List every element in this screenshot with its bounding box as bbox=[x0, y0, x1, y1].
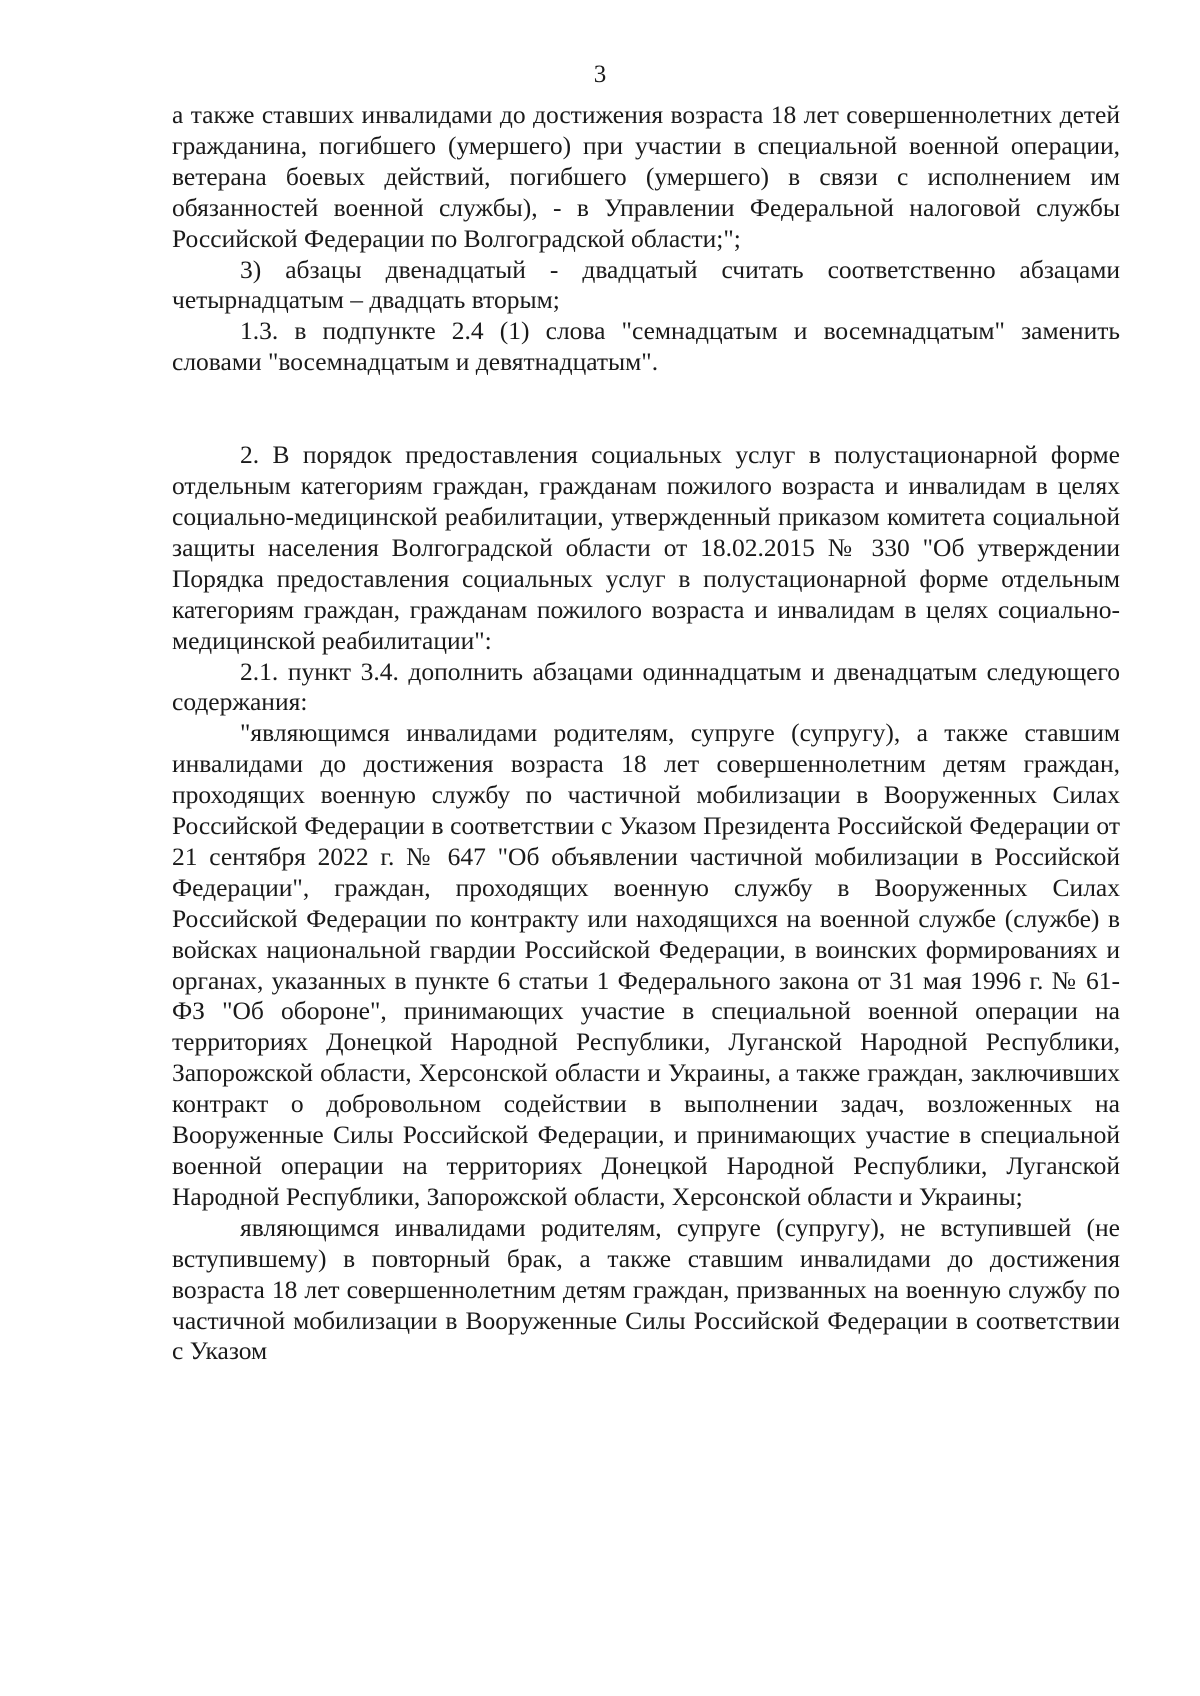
paragraph-item-1-3: 1.3. в подпункте 2.4 (1) слова "семнадцатым и восемнадцатым" заменить словами "восемнадцатым и девятнадцатым". bbox=[172, 316, 1120, 377]
paragraph-item-2: 2. В порядок предоставления социальных услуг в полустационарной форме отдельным категориям граждан, гражданам пожилого возраста и инвалидам в целях социально-медицинской реабилитации, утвержденный приказом комитета социальной защиты населения Волгоградской области от 18.02.2015 № 330 "Об утверждении Порядка предоставления социальных услуг в полустационарной форме отдельным категориям граждан, гражданам пожилого возраста и инвалидам в целях социально-медицинской реабилитации": bbox=[172, 440, 1120, 655]
paragraph-item-3: 3) абзацы двенадцатый - двадцатый считать соответственно абзацами четырнадцатым – двадцать вторым; bbox=[172, 254, 1120, 315]
paragraph-item-2-1: 2.1. пункт 3.4. дополнить абзацами одиннадцатым и двенадцатым следующего содержания: bbox=[172, 656, 1120, 717]
paragraph-continuation: а также ставших инвалидами до достижения возраста 18 лет совершеннолетних детей гражданина, погибшего (умершего) при участии в специальной военной операции, ветерана боевых действий, погибшего (умершего) в связи с исполнением им обязанностей военной службы), - в Управлении Федеральной налоговой службы Российской Федерации по Волгоградской области;"; bbox=[172, 100, 1120, 253]
paragraph-quote-1: "являющимся инвалидами родителям, супруге (супругу), а также ставшим инвалидами до достижения возраста 18 лет совершеннолетним детям граждан, проходящих военную службу по частичной мобилизации в Вооруженных Силах Российской Федерации в соответствии с Указом Президента Российской Федерации от 21 сентября 2022 г. № 647 "Об объявлении частичной мобилизации в Российской Федерации", граждан, проходящих военную службу в Вооруженных Силах Российской Федерации по контракту или находящихся на военной службе (службе) в войсках национальной гвардии Российской Федерации, в воинских формированиях и органах, указанных в пункте 6 статьи 1 Федерального закона от 31 мая 1996 г. № 61-ФЗ "Об обороне", принимающих участие в специальной военной операции на территориях Донецкой Народной Республики, Луганской Народной Республики, Запорожской области, Херсонской области и Украины, а также граждан, заключивших контракт о добровольном содействии в выполнении задач, возложенных на Вооруженные Силы Российской Федерации, и принимающих участие в специальной военной операции на территориях Донецкой Народной Республики, Луганской Народной Республики, Запорожской области, Херсонской области и Украины; bbox=[172, 718, 1120, 1211]
document-body bbox=[172, 100, 1120, 1367]
paragraph-quote-2: являющимся инвалидами родителям, супруге (супругу), не вступившей (не вступившему) в повторный брак, а также ставшим инвалидами до достижения возраста 18 лет совершеннолетним детям граждан, призванных на военную службу по частичной мобилизации в Вооруженные Силы Российской Федерации в соответствии с Указом bbox=[172, 1212, 1120, 1366]
page-number: 3 bbox=[593, 61, 607, 88]
